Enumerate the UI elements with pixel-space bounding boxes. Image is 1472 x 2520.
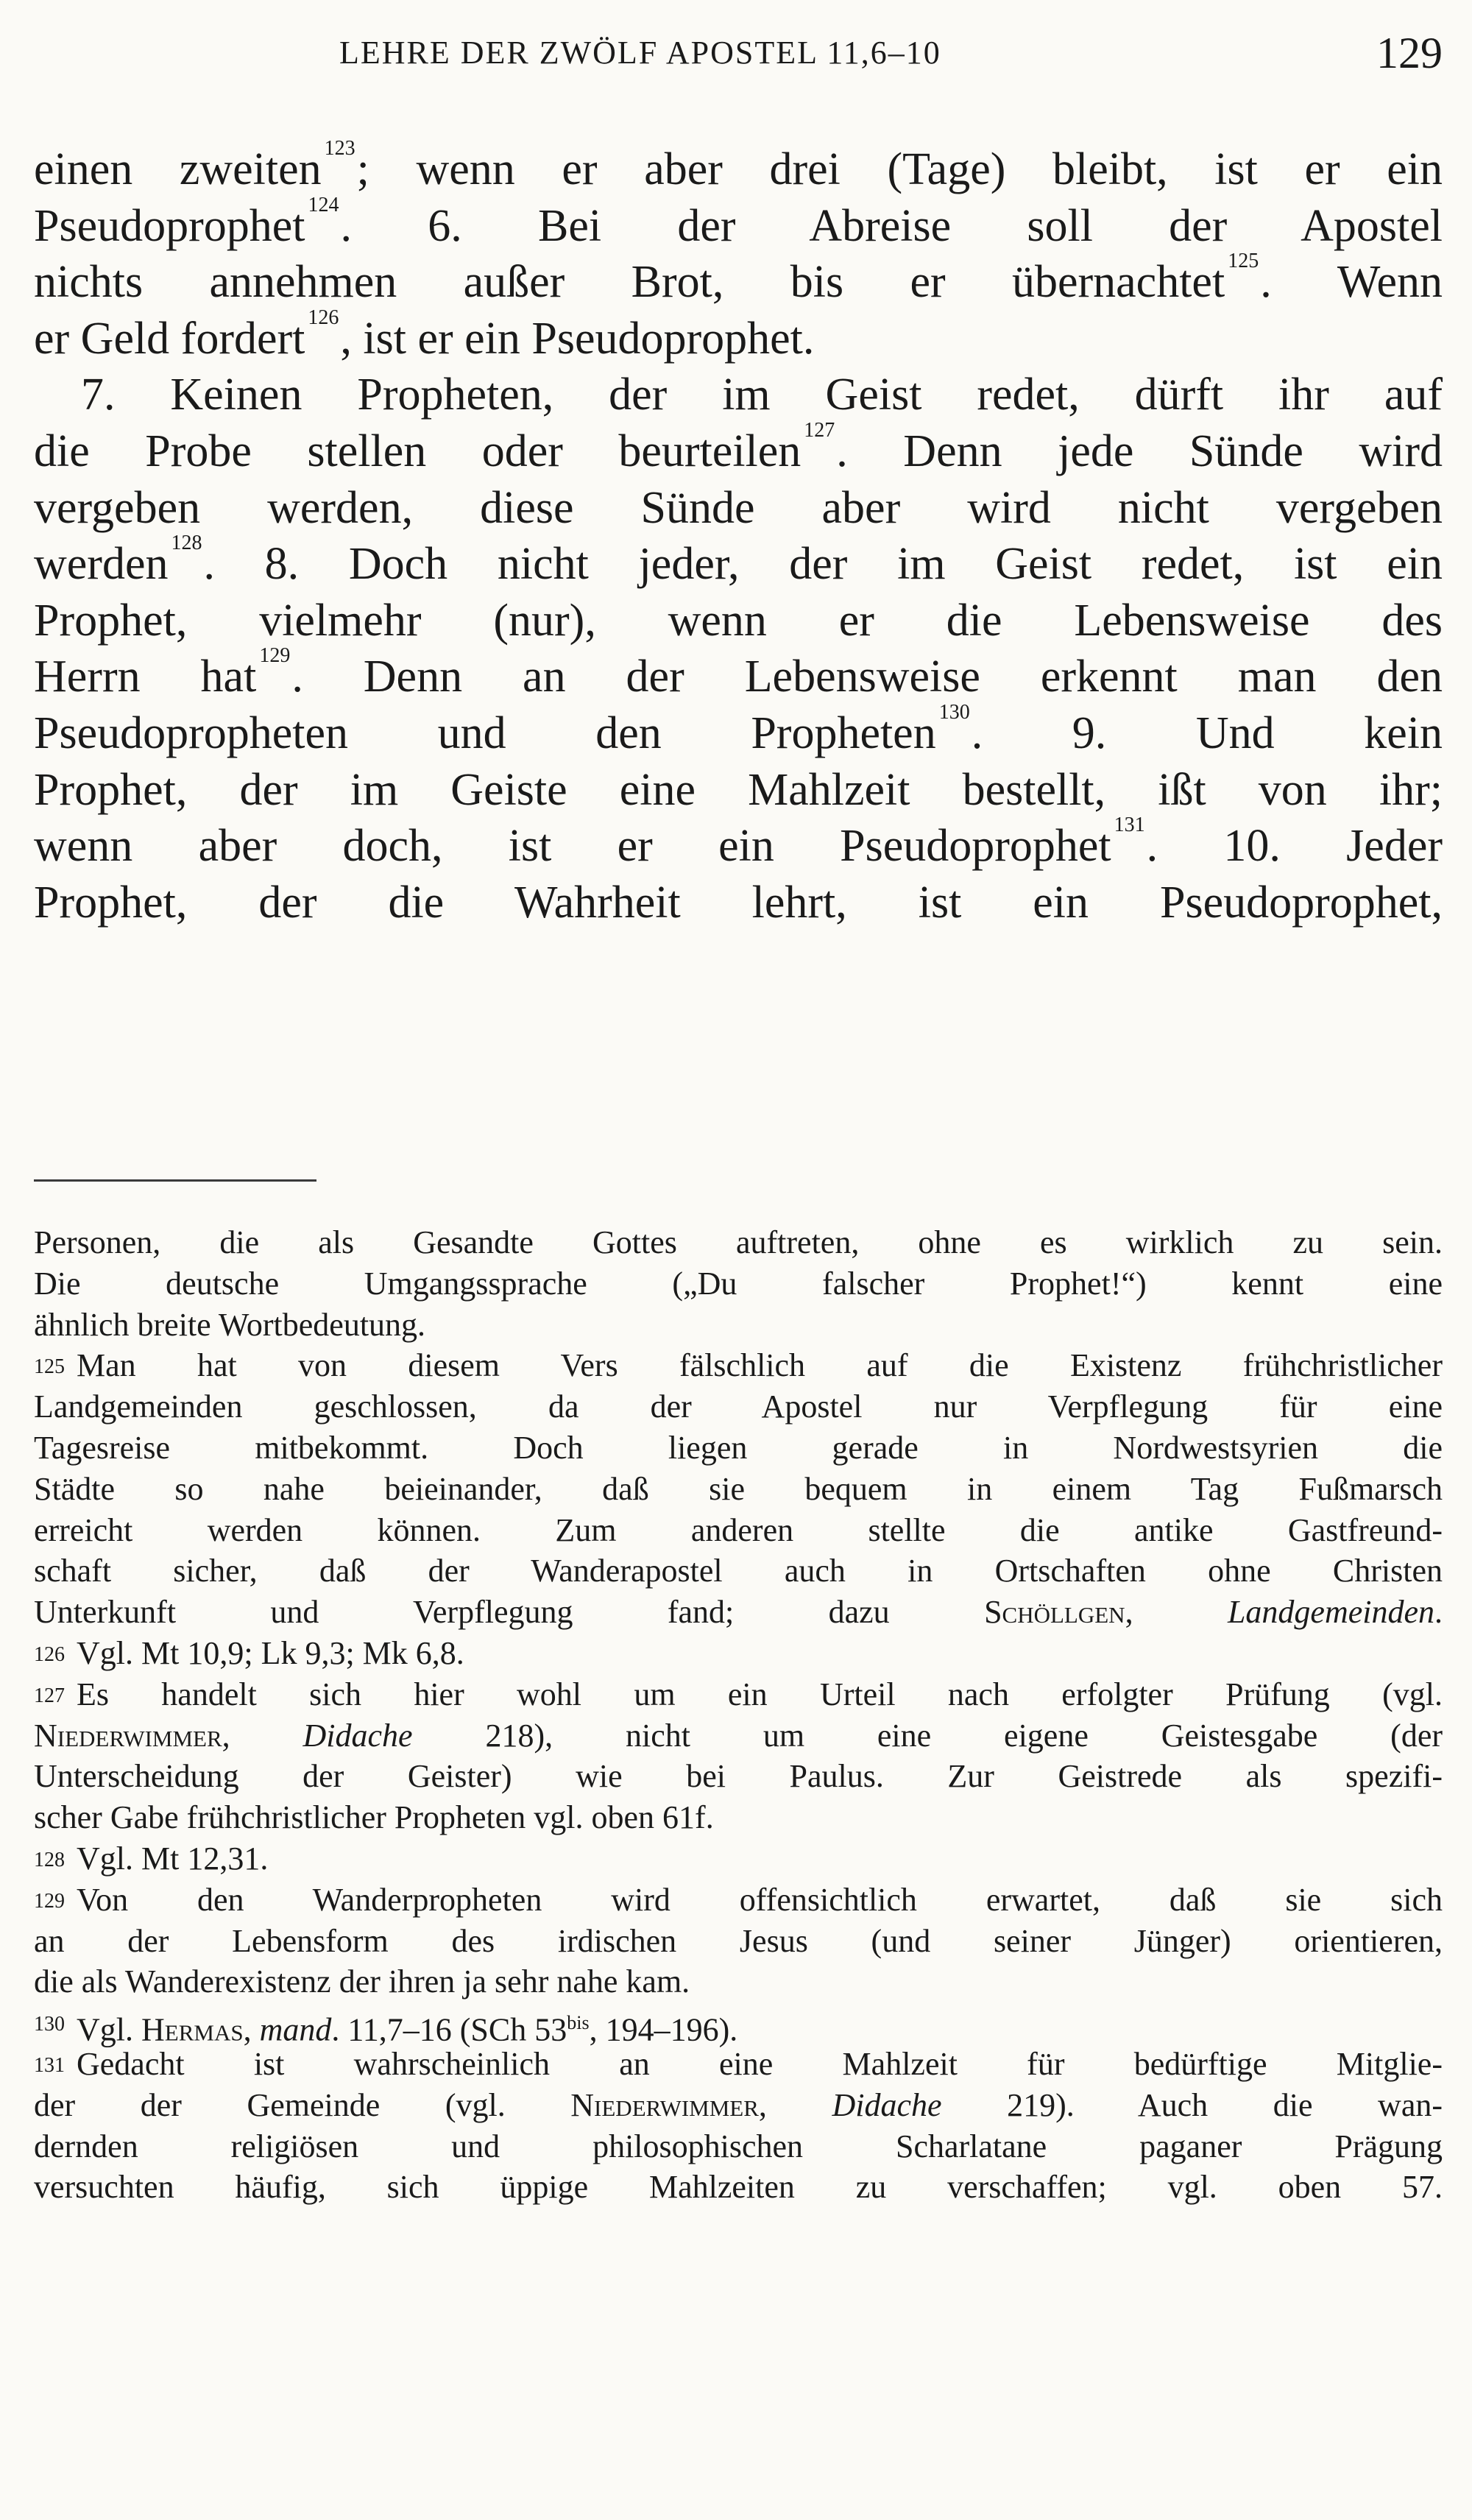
footnote-ref[interactable]: 123 — [324, 137, 355, 160]
footnote-line: Unterkunft und Verpflegung fand; dazu Schöllgen, Landgemeinden. — [34, 1594, 1443, 1631]
main-line: Prophet, vielmehr (nur), wenn er die Lebensweise des — [34, 595, 1443, 646]
author-name: Schöllgen — [984, 1594, 1125, 1631]
running-head — [34, 28, 1443, 80]
footnote-ref[interactable]: 127 — [804, 418, 835, 442]
work-title: Didache — [302, 1717, 413, 1754]
main-line: einen zweiten $^{123}$; wenn er aber drei (Tage) bleibt, ist er ein — [34, 137, 1443, 194]
work-title: Didache — [832, 2086, 942, 2123]
main-line: die Probe stellen oder beurteilen $^{127}$. Denn jede Sünde wird — [34, 418, 1443, 476]
footnote-126: 126 Vgl. Mt 10,9; Lk 9,3; Mk 6,8. — [34, 1633, 1443, 1674]
footnote-line: an der Lebensform des irdischen Jesus (und seiner Jünger) orientieren, — [34, 1922, 1443, 1959]
main-line: 7. Keinen Propheten, der im Geist redet, dürft ihr auf — [81, 370, 1443, 420]
main-line: Pseudopropheten und den Propheten $^{130}$. 9. Und kein — [34, 700, 1443, 758]
footnote-130: 130 Vgl. Hermas, mand. 11,7–16 (SCh $53^{bis}$, 194–196). — [34, 2002, 1443, 2044]
footnote-line: Städte so nahe beieinander, daß sie bequem in einem Tag Fußmarsch — [34, 1470, 1443, 1507]
superscript-bis: bis — [567, 2012, 590, 2034]
main-line: nichts annehmen außer Brot, bis er übernachtet $^{125}$. Wenn — [34, 250, 1443, 308]
footnote-line: Niederwimmer, Didache 218), nicht um eine eigene Geistesgabe (der — [34, 1717, 1443, 1754]
footnote-line: schaft sicher, daß der Wanderapostel auch in Ortschaften ohne Christen — [34, 1553, 1443, 1589]
main-line: Prophet, der die Wahrheit lehrt, ist ein Pseudoprophet, — [34, 877, 1443, 928]
work-title: mand — [259, 2011, 332, 2048]
main-line: Pseudoprophet $^{124}$. 6. Bei der Abreise soll der Apostel — [34, 193, 1443, 251]
footnote-continuation-line: Personen, die als Gesandte Gottes auftreten, ohne es wirklich zu sein. — [34, 1224, 1443, 1260]
footnote-line: Landgemeinden geschlossen, da der Apostel nur Verpflegung für eine — [34, 1388, 1443, 1425]
footnote-ref[interactable]: 130 — [938, 700, 970, 724]
main-line: Prophet, der im Geiste eine Mahlzeit bestellt, ißt von ihr; — [34, 764, 1443, 815]
footnote-line: scher Gabe frühchristlicher Propheten vgl. oben 61f. — [34, 1799, 714, 1836]
footnote-line: erreicht werden können. Zum anderen stellte die antike Gastfreund- — [34, 1511, 1443, 1548]
main-line: er Geld fordert $^{126}$, ist er ein Pseudoprophet. — [34, 306, 815, 364]
running-title: LEHRE DER ZWÖLF APOSTEL 11,6–10 — [339, 35, 941, 71]
footnote-ref[interactable]: 124 — [308, 193, 339, 216]
footnote-ref[interactable]: 129 — [259, 644, 291, 668]
footnote-128: 128 Vgl. Mt 12,31. — [34, 1838, 1443, 1880]
footnote-number: 128 — [34, 1848, 65, 1871]
footnote-125: 125 Man hat von diesem Vers fälschlich auf die Existenz frühchristlicher — [34, 1345, 1443, 1386]
page-number: 129 — [1376, 29, 1443, 77]
author-name: Niederwimmer — [34, 1717, 222, 1754]
footnote-number: 129 — [34, 1889, 65, 1913]
footnote-number: 125 — [34, 1355, 65, 1379]
footnote-continuation-line: Die deutsche Umgangssprache („Du falscher Prophet!“) kennt eine — [34, 1265, 1443, 1302]
author-name: Hermas — [141, 2011, 244, 2048]
footnote-ref[interactable]: 125 — [1228, 250, 1259, 273]
footnote-line: Unterscheidung der Geister) wie bei Paulus. Zur Geistrede als spezifi- — [34, 1758, 1443, 1795]
footnote-continuation-line: ähnlich breite Wortbedeutung. — [34, 1306, 426, 1343]
footnote-line: die als Wanderexistenz der ihren ja sehr nahe kam. — [34, 1963, 690, 2000]
main-line: vergeben werden, diese Sünde aber wird nicht vergeben — [34, 482, 1443, 533]
footnote-ref[interactable]: 126 — [308, 306, 339, 329]
footnote-line: dernden religiösen und philosophischen Scharlatane paganer Prägung — [34, 2128, 1443, 2164]
main-line: Herrn hat $^{129}$. Denn an der Lebensweise erkennt man den — [34, 644, 1443, 702]
footnote-line: der der Gemeinde (vgl. Niederwimmer, Didache 219). Auch die wan- — [34, 2086, 1443, 2123]
main-line: wenn aber doch, ist er ein Pseudoprophet $^{131}$. 10. Jeder — [34, 813, 1443, 872]
footnote-number: 131 — [34, 2053, 65, 2077]
footnote-127: 127 Es handelt sich hier wohl um ein Urteil nach erfolgter Prüfung (vgl. — [34, 1674, 1443, 1715]
footnote-number: 126 — [34, 1642, 65, 1666]
footnotes — [34, 1222, 1443, 2208]
author-name: Niederwimmer — [570, 2086, 759, 2123]
footnote-number: 127 — [34, 1684, 65, 1707]
footnote-ref[interactable]: 128 — [171, 532, 202, 555]
footnote-131: 131 Gedacht ist wahrscheinlich an eine Mahlzeit für bedürftige Mitglie- — [34, 2044, 1443, 2085]
footnote-line: Tagesreise mitbekommt. Doch liegen gerade in Nordwestsyrien die — [34, 1429, 1443, 1466]
footnote-ref[interactable]: 131 — [1114, 813, 1145, 837]
footnote-line: versuchten häufig, sich üppige Mahlzeiten zu verschaffen; vgl. oben 57. — [34, 2169, 1443, 2206]
footnote-separator — [34, 1179, 316, 1182]
main-text — [34, 137, 1443, 931]
main-line: werden $^{128}$. 8. Doch nicht jeder, der im Geist redet, ist ein — [34, 532, 1443, 590]
work-title: Landgemeinden — [1227, 1594, 1435, 1631]
footnote-129: 129 Von den Wanderpropheten wird offensichtlich erwartet, daß sie sich — [34, 1880, 1443, 1921]
footnote-number: 130 — [34, 2013, 65, 2036]
